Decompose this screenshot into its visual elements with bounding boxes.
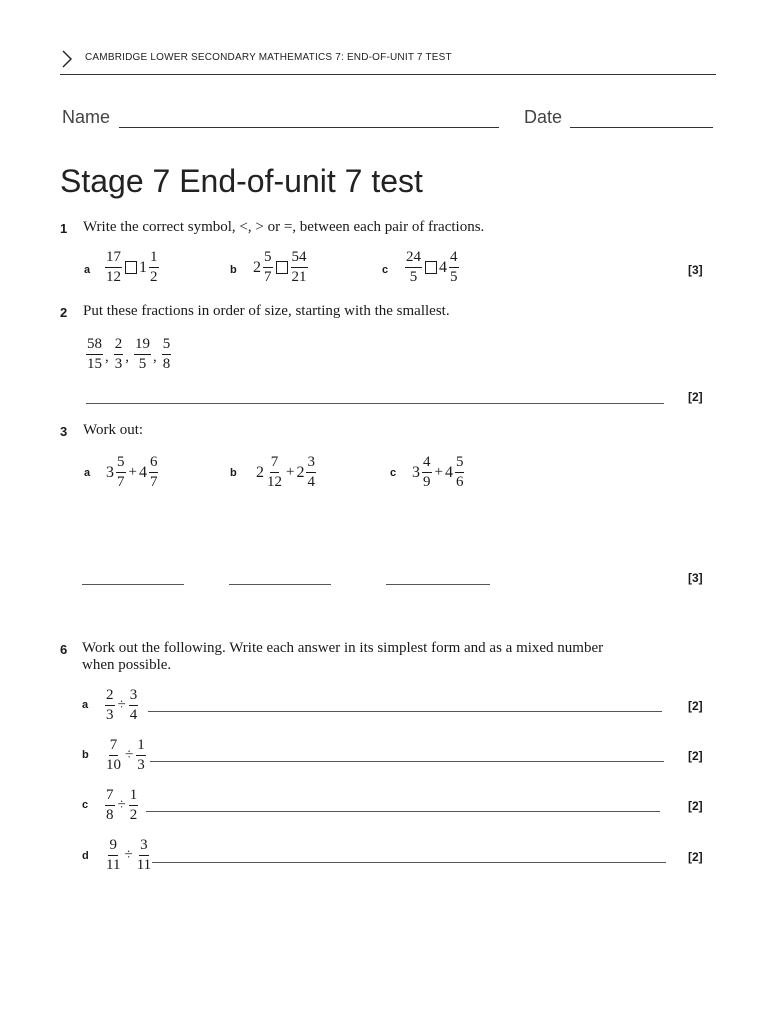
question-6-text-line-1: Work out the following. Write each answer in its simplest form and as a mixed number [82,640,604,656]
fraction-denominator: 2 [150,269,158,285]
page-title: Stage 7 End-of-unit 7 test [60,163,423,199]
question-3-text: Work out: [83,422,144,438]
q3-part-a-expression [106,455,159,490]
fraction-numerator: 3 [306,455,316,473]
fraction-denominator: 5 [138,356,147,372]
q6-part-a-marks: [2] [688,699,703,713]
mixed-whole: 4 [444,463,453,481]
q6-part-d-answer-line[interactable] [152,862,666,863]
header-divider [60,74,716,75]
fraction-denominator: 8 [106,807,114,823]
q3-part-c-answer-line[interactable] [386,584,490,585]
question-6-number: 6 [60,642,68,657]
fraction-denominator: 7 [264,269,272,285]
fraction-numerator: 6 [149,455,159,473]
plus-operator: + [286,464,295,480]
name-field[interactable] [119,127,499,128]
fraction-denominator: 4 [129,707,138,723]
fraction-denominator: 4 [307,474,315,490]
fraction-numerator: 5 [455,455,465,473]
fraction-denominator: 9 [423,474,431,490]
q6-part-b-marks: [2] [688,749,703,763]
fraction-numerator: 3 [139,838,149,856]
fraction-numerator: 5 [263,250,273,268]
question-2-text: Put these fractions in order of size, starting with the smallest. [83,303,450,319]
fraction-numerator: 54 [291,250,308,268]
q3-part-b-expression [256,455,317,490]
q2-marks: [2] [688,390,703,404]
fraction-denominator: 3 [106,707,114,723]
q3-part-c-label: c [390,467,397,479]
fraction-denominator: 5 [450,269,458,285]
fraction-denominator: 8 [162,356,171,372]
q3-part-b-answer-line[interactable] [229,584,331,585]
fraction-numerator: 17 [105,250,122,268]
fraction-denominator: 12 [267,474,282,490]
fraction-numerator: 2 [114,337,124,355]
fraction-denominator: 7 [149,474,158,490]
fraction-denominator: 5 [409,269,418,285]
fraction-denominator: 2 [129,807,138,823]
q6-part-b-expression [104,738,147,773]
q1-part-a-label: a [84,264,91,276]
fraction-denominator: 15 [87,356,102,372]
fraction-numerator: 4 [449,250,459,268]
fraction-numerator: 5 [162,337,172,355]
q6-part-c-answer-line[interactable] [146,811,660,812]
mixed-whole: 2 [256,463,264,481]
q1-part-c-label: c [382,264,389,276]
plus-operator: + [128,464,137,480]
fraction-denominator: 11 [136,857,152,873]
fraction-numerator: 1 [129,788,139,806]
q6-part-a-expression [104,688,139,723]
q6-part-a-label: a [82,699,89,711]
fraction-denominator: 3 [114,356,123,372]
question-6-text-line-2: when possible. [82,657,172,673]
separator: , [125,349,129,365]
fraction-numerator: 2 [105,688,115,706]
fraction-denominator: 12 [106,269,121,285]
q6-part-c-expression [104,788,139,823]
divide-operator: ÷ [117,797,126,813]
q2-answer-line[interactable] [86,403,664,404]
mixed-whole: 3 [412,463,420,481]
question-1-number: 1 [60,221,68,236]
date-field[interactable] [570,127,713,128]
divide-operator: ÷ [125,747,134,763]
mixed-whole: 1 [139,258,147,276]
q1-part-c-expression [404,250,460,285]
q1-part-a-answer-box[interactable] [125,261,137,274]
fraction-numerator: 24 [405,250,422,268]
fraction-numerator: 7 [109,738,119,756]
q3-marks: [3] [688,571,703,585]
header-text: CAMBRIDGE LOWER SECONDARY MATHEMATICS 7: END-OF-UNIT 7 TEST [85,52,452,63]
q6-part-d-marks: [2] [688,850,703,864]
mixed-whole: 3 [106,463,114,481]
date-label: Date [524,107,563,127]
chevron-right-icon [60,50,74,68]
separator: , [105,349,109,365]
q3-part-b-label: b [230,467,237,479]
q1-part-c-answer-box[interactable] [425,261,437,274]
fraction-numerator: 5 [116,455,126,473]
fraction-numerator: 7 [270,455,280,473]
q6-part-a-answer-line[interactable] [148,711,662,712]
q2-fraction-list [85,337,172,372]
q3-part-c-expression [412,455,465,490]
fraction-numerator: 9 [108,838,118,856]
q3-part-a-answer-line[interactable] [82,584,184,585]
mixed-whole: 4 [439,258,447,276]
question-1-text: Write the correct symbol, <, > or =, between each pair of fractions. [83,219,485,235]
mixed-whole: 4 [138,463,147,481]
fraction-denominator: 11 [106,857,121,873]
divide-operator: ÷ [117,697,126,713]
fraction-denominator: 10 [106,757,121,773]
q1-marks: [3] [688,263,703,277]
fraction-numerator: 4 [422,455,432,473]
fraction-denominator: 6 [455,474,464,490]
q6-part-d-label: d [82,850,89,862]
q1-part-b-expression [253,250,309,285]
q6-part-b-label: b [82,749,89,761]
mixed-whole: 2 [253,258,261,276]
fraction-numerator: 19 [134,337,151,355]
mixed-whole: 2 [296,463,305,481]
fraction-denominator: 3 [137,757,145,773]
q6-part-b-answer-line[interactable] [150,761,664,762]
separator: , [153,349,157,365]
divide-operator: ÷ [124,847,133,863]
fraction-denominator: 21 [291,269,307,285]
q1-part-b-answer-box[interactable] [276,261,288,274]
fraction-numerator: 7 [105,788,115,806]
q1-part-a-expression [104,250,160,285]
q1-part-b-label: b [230,264,237,276]
question-3-number: 3 [60,424,68,439]
name-label: Name [62,107,111,127]
fraction-numerator: 3 [129,688,139,706]
q6-part-c-label: c [82,799,89,811]
question-2-number: 2 [60,305,68,320]
fraction-denominator: 7 [117,474,125,490]
q3-part-a-label: a [84,467,91,479]
fraction-numerator: 1 [149,250,159,268]
q6-part-c-marks: [2] [688,799,703,813]
fraction-numerator: 1 [136,738,146,756]
fraction-numerator: 58 [86,337,103,355]
q6-part-d-expression [104,838,153,873]
plus-operator: + [434,464,443,480]
